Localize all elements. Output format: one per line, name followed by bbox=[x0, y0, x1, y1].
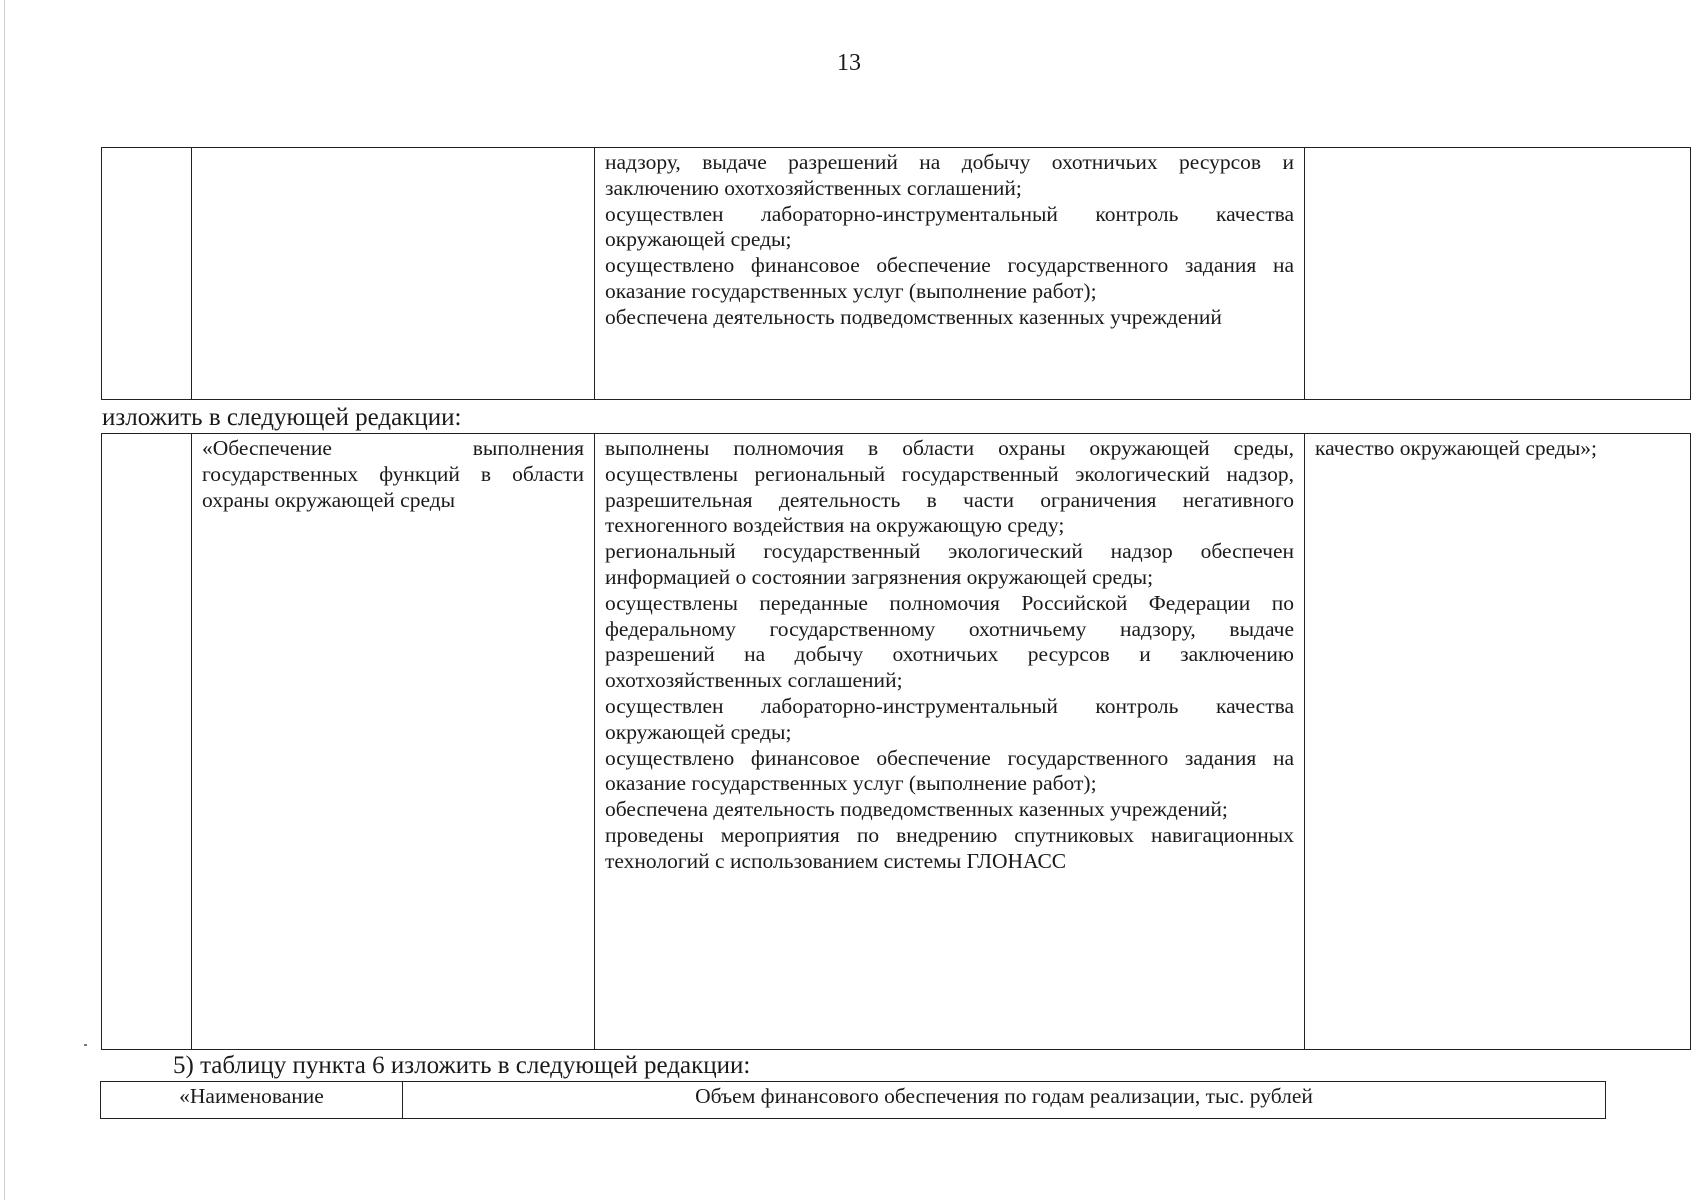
result-item: осуществлено финансовое обеспечение государственного задания на оказание государственных услуг (выполнение работ); bbox=[605, 253, 1294, 303]
table-financing-header bbox=[100, 1081, 1606, 1119]
cell-indicator bbox=[1305, 434, 1691, 1050]
table-row bbox=[102, 148, 1691, 400]
cell-name bbox=[192, 148, 595, 400]
result-item: осуществлен лабораторно-инструментальный контроль качества окружающей среды; bbox=[605, 693, 1294, 744]
result-item: обеспечена деятельность подведомственных казенных учреждений bbox=[605, 304, 1222, 329]
result-item: выполнены полномочия в области охраны окружающей среды, осуществлены региональный государственный экологический надзор, разрешительная деятельность в части ограничения негативного техногенного воздействия на окружающую среду; bbox=[605, 436, 1294, 538]
cell-number bbox=[102, 148, 192, 400]
page-number: 13 bbox=[837, 50, 861, 76]
result-item: осуществлено финансовое обеспечение государственного задания на оказание государственных услуг (выполнение работ); bbox=[605, 745, 1294, 796]
event-name: «Обеспечение выполнения государственных функций в области охраны окружающей среды bbox=[202, 436, 584, 512]
result-item: осуществлены переданные полномочия Российской Федерации по федеральному государственному охотничьему надзору, выдаче разрешений на добычу охотничьих ресурсов и заключению охотхозяйственных соглашений; bbox=[605, 590, 1294, 693]
result-item: региональный государственный экологический надзор обеспечен информацией о состоянии загрязнения окружающей среды; bbox=[605, 539, 1294, 589]
indicator-text: качество окружающей среды»; bbox=[1315, 436, 1597, 460]
result-item: проведены мероприятия по внедрению спутниковых навигационных технологий с использованием системы ГЛОНАСС bbox=[605, 822, 1294, 873]
cell-results bbox=[595, 434, 1305, 1050]
table-new-edition bbox=[101, 433, 1691, 1050]
cell-results bbox=[595, 148, 1305, 400]
result-item: надзору, выдаче разрешений на добычу охотничьих ресурсов и заключению охотхозяйственных соглашений; bbox=[605, 150, 1294, 200]
cell-name bbox=[192, 434, 595, 1050]
table-continued bbox=[101, 147, 1691, 400]
scan-speck bbox=[84, 1044, 87, 1046]
header-volume: Объем финансового обеспечения по годам реализации, тыс. рублей bbox=[403, 1082, 1606, 1119]
caption-new-edition: изложить в следующей редакции: bbox=[102, 404, 462, 431]
table-header-row bbox=[101, 1082, 1606, 1119]
cell-number bbox=[102, 434, 192, 1050]
caption-item-5: 5) таблицу пункта 6 изложить в следующей редакции: bbox=[173, 1052, 751, 1079]
page-edge-line bbox=[4, 0, 5, 1200]
cell-indicator bbox=[1305, 148, 1691, 400]
result-item: осуществлен лабораторно-инструментальный контроль качества окружающей среды; bbox=[605, 201, 1294, 252]
header-name: «Наименование bbox=[101, 1082, 403, 1119]
table-row bbox=[102, 434, 1691, 1050]
result-item: обеспечена деятельность подведомственных казенных учреждений; bbox=[605, 797, 1228, 822]
